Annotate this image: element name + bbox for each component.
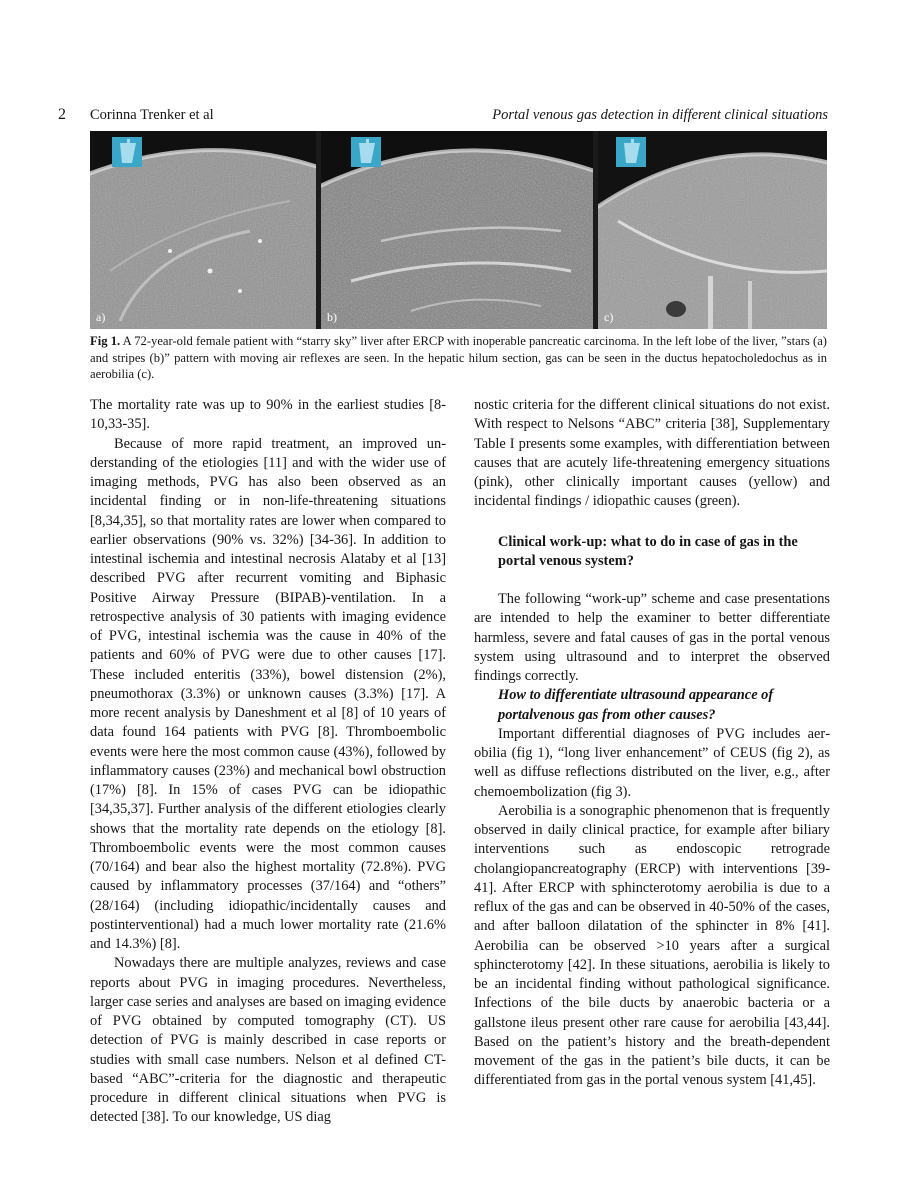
right-column (474, 396, 830, 1091)
spacer (474, 571, 830, 590)
ultrasound-panel-c (598, 131, 827, 329)
paragraph: Aerobilia is a sonographic phenomenon that is frequently observed in daily clinical practice, for example after biliary interventions such as endoscopic retrograde cholangiopancreatography (ERCP) with interventions [39-41]. After ERCP with sphincterotomy aerobilia is due to a reflux of the gas and can be observed in 40-50% of the cases, and after balloon dilatation of the sphincter in 8% [41]. Aerobilia can be observed >10 years after a surgical sphincterotomy [42]. In these situations, aerobilia is likely to be an incidental finding without pathological significance. Infections of the bile ducts by anaerobic bacteria or a gallstone ileus present other rare cause for aerobilia [43,44]. Based on the patient’s history and the breath-dependent movement of the gas in the patient’s bile ducts, it can be differentiated from gas in the portal venous system [41,45]. (474, 802, 830, 1089)
ultrasound-panel-a (90, 131, 316, 329)
figure-1 (90, 131, 827, 329)
body-marker-icon (351, 137, 381, 167)
figure-caption (90, 333, 827, 383)
page-number: 2 (58, 106, 66, 123)
body-marker-icon (616, 137, 646, 167)
paragraph: Because of more rapid treatment, an improved understanding of the etiologies [11] and with the wider use of imaging methods, PVG has also been observed as an incidental finding or in non-life-threatening situations [8,34,35], so that mortality rates are lower when compared to earlier observations (90% vs. 32%) [34-36]. In addition to intestinal ischemia and intestinal necrosis Alataby et al [13] described PVG after recurrent vomiting and Biphasic Positive Airway Pressure (BIPAB)-ventilation. In a retrospective analysis of 30 patients with imaging evidence of PVG, intestinal ischemia was the cause in 40% of the patients and 60% of PVG were due to other causes [17]. These included enteritis (33%), bowel distension (2%), pneumothorax (3.3%) or unknown causes (3.3%) [17]. A more recent analysis by Daneshment et al [8] of 10 years of data found 164 patients with PVG [8]. Thromboembolic events were here the most common cause (43%), followed by inflammatory causes (23%) and mechanical bowl obstruction (17%) [8]. In 15% of cases PVG can be idiopathic [34,35,37]. Further analysis of the different etiologies clearly shows that the mortality rate depends on the etiology [8]. Thromboembolic events were the most common causes (70/164) and bear also the highest mortality (72.8%). PVG caused by inflammatory processes (37/164) and “others” (28/164) (including idiopathic/incidentally causes and postinterventional) had a much lower mortality rate (21.6% and 14.3%) [8]. (90, 435, 446, 952)
page-header (58, 106, 828, 128)
subsection-heading: How to differentiate ultrasound appearance of portalvenous gas from other causes? (498, 687, 774, 723)
left-column (90, 396, 446, 1128)
paragraph: nostic criteria for the different clinical situations do not exist. With respect to Nelsons “ABC” criteria [38], Supplementary Table I presents some examples, with differentiation between causes that are acutely life-threatening emergency situations (pink), other clinically important causes (yellow) and incidental findings / idiopathic causes (green). (474, 397, 830, 510)
running-title: Portal venous gas detection in different clinical situations (492, 107, 828, 123)
author-line: Corinna Trenker et al (90, 107, 214, 123)
panel-label-b: b) (327, 310, 337, 324)
paragraph: The mortality rate was up to 90% in the earliest studies [8-10,33-35]. (90, 397, 446, 433)
body-marker-icon (112, 137, 142, 167)
paragraph: Important differential diagnoses of PVG includes aerobilia (fig 1), “long liver enhancement” of CEUS (fig 2), as well as diffuse reflections distributed on the liver, e.g., after chemoembolization (fig 3). (474, 725, 830, 800)
section-heading: Clinical work-up: what to do in case of gas in the portal venous system? (498, 533, 798, 569)
paragraph: The following “work-up” scheme and case presentations are intended to help the examiner to better differentiate harmless, severe and fatal causes of gas in the portal venous system using ultrasound and to interpret the observed findings correctly. (474, 591, 830, 684)
figure-caption-label: Fig 1. (90, 334, 121, 348)
panel-label-a: a) (96, 310, 106, 324)
paragraph: Nowadays there are multiple analyzes, reviews and case reports about PVG in imaging procedures. Nevertheless, larger case series and analyses are based on imaging evidence of PVG obtained by computed tomography (CT). US detection of PVG is mainly described in case reports or studies with small case numbers. Nelson et al defined CT-based “ABC”-criteria for the diagnostic and therapeutic procedure in different clinical situations when PVG is detected [38]. To our knowledge, US diag (90, 955, 446, 1126)
figure-caption-text: A 72-year-old female patient with “starry sky” liver after ERCP with inoperable pancreatic carcinoma. In the left lobe of the liver, ”stars (a) and stripes (b)” pattern with moving air reflexes are seen. In the hepatic hilum section, gas can be seen in the ductus hepatocholedochus as in aerobilia (c). (90, 334, 827, 381)
ultrasound-panel-b (321, 131, 593, 329)
panel-label-c: c) (604, 310, 614, 324)
